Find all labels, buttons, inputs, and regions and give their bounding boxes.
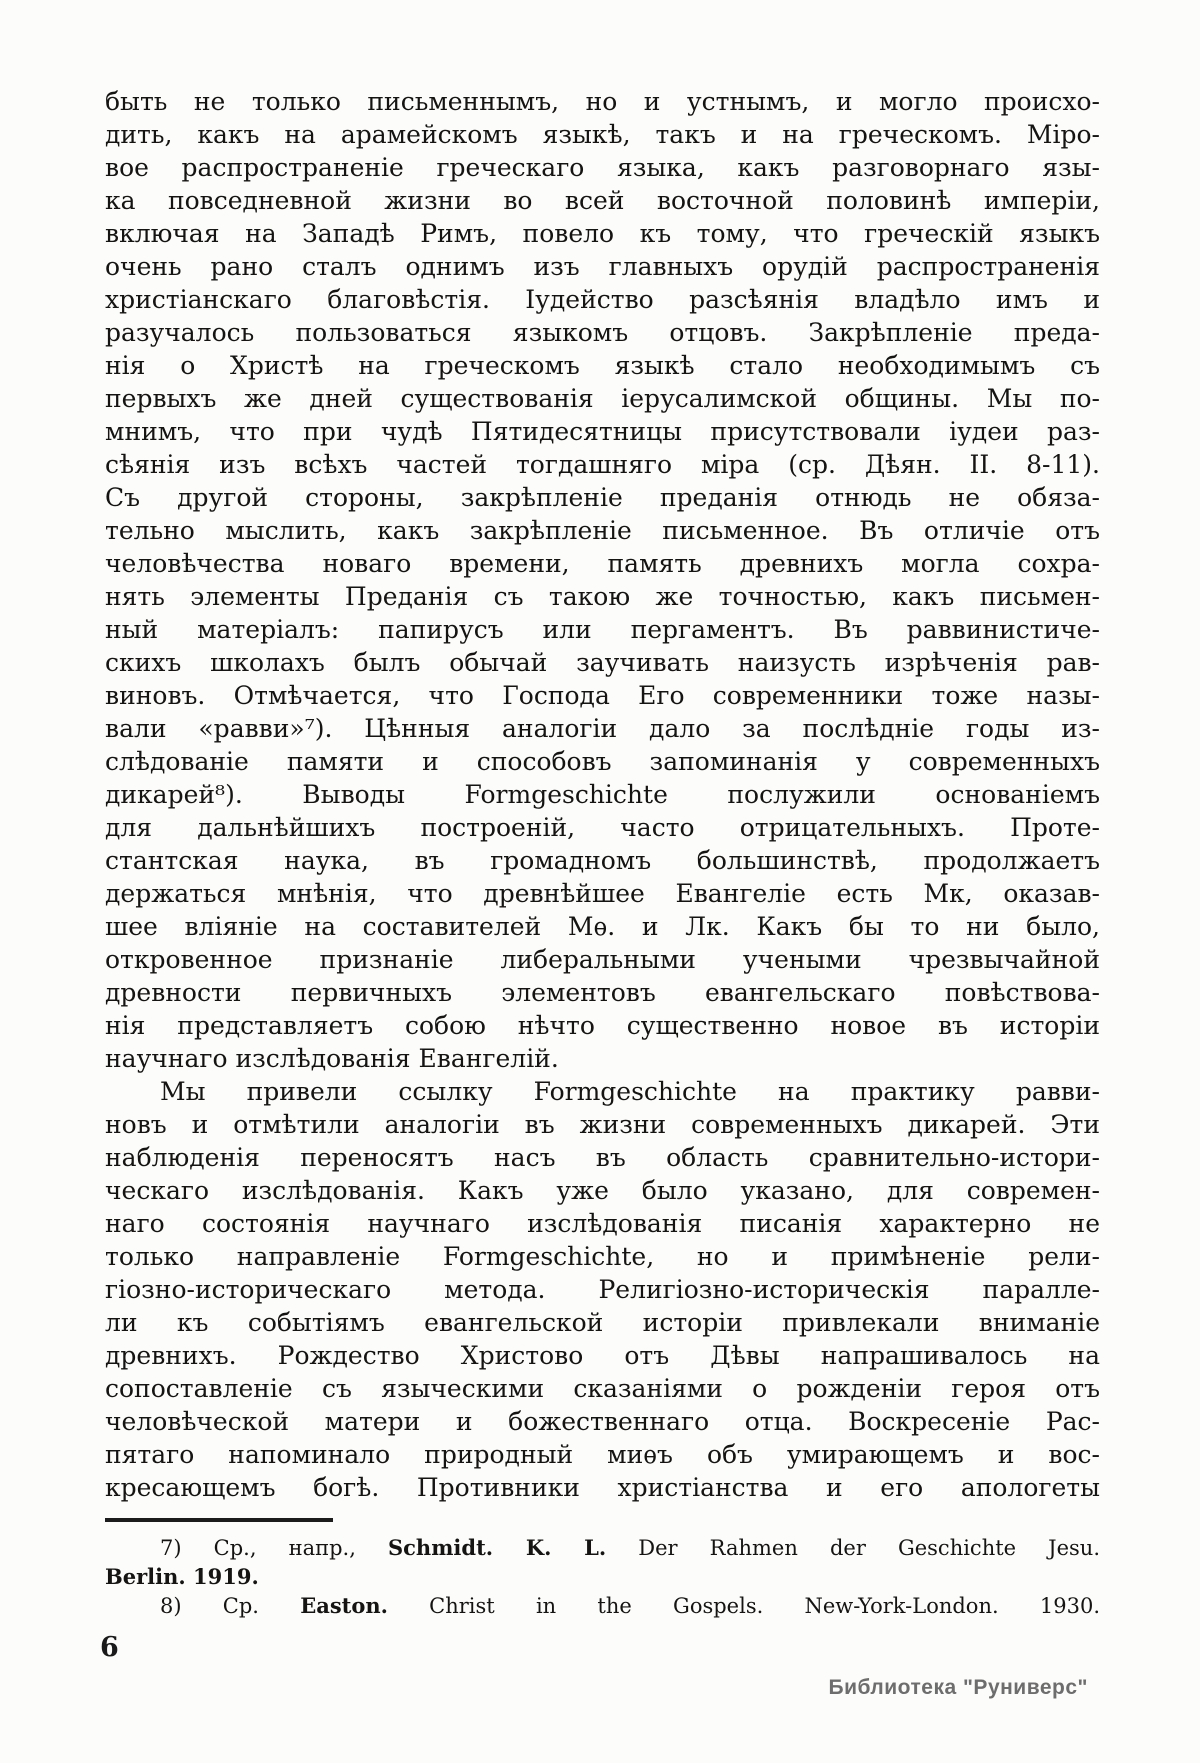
text-line: скихъ школахъ былъ обычай заучивать наизусть изрѣченія рав- xyxy=(105,648,1100,677)
text-line: пятаго напоминало природный миѳъ объ умирающемъ и вос- xyxy=(105,1440,1100,1469)
text-line: разучалось пользоваться языкомъ отцовъ. Закрѣпленіе преда- xyxy=(105,318,1100,347)
text-line: шее вліяніе на составителей Мѳ. и Лк. Какъ бы то ни было, xyxy=(105,912,1100,941)
text-line: для дальнѣйшихъ построеній, часто отрицательныхъ. Проте- xyxy=(105,813,1100,842)
text-line: только направленіе Formgeschichte, но и примѣненіе рели- xyxy=(105,1242,1100,1271)
text-line: мнимъ, что при чудѣ Пятидесятницы присутствовали іудеи раз- xyxy=(105,417,1100,446)
footnotes xyxy=(105,1533,1100,1620)
text-line: ный матеріалъ: папирусъ или пергаментъ. Въ раввинистиче- xyxy=(105,615,1100,644)
text-line: держаться мнѣнія, что древнѣйшее Евангеліе есть Мк, оказав- xyxy=(105,879,1100,908)
text-line: новъ и отмѣтили аналогіи въ жизни современныхъ дикарей. Эти xyxy=(105,1110,1100,1139)
text-line: наго состоянія научнаго изслѣдованія писанія характерно не xyxy=(105,1209,1100,1238)
footnote-text-segment: Christ in the Gospels. New-York-London. 1930. xyxy=(387,1594,1100,1618)
text-line: слѣдованіе памяти и способовъ запоминанія у современныхъ xyxy=(105,747,1100,776)
text-line: древнихъ. Рождество Христово отъ Дѣвы напрашивалось на xyxy=(105,1341,1100,1370)
footnote-text-segment: 7) Ср., напр., xyxy=(160,1536,388,1560)
text-line: сопоставленіе съ языческими сказаніями о рожденіи героя отъ xyxy=(105,1374,1100,1403)
watermark: Библиотека "Руниверс" xyxy=(828,1676,1088,1699)
text-line: вое распространеніе греческаго языка, какъ разговорнаго язы- xyxy=(105,153,1100,182)
text-line: наблюденія переносятъ насъ въ область сравнительно-истори- xyxy=(105,1143,1100,1172)
text-line: Съ другой стороны, закрѣпленіе преданія отнюдь не обяза- xyxy=(105,483,1100,512)
text-line: научнаго изслѣдованія Евангелій. xyxy=(105,1044,559,1073)
footnote-text-segment: Schmidt. K. L. xyxy=(387,1535,607,1560)
text-line: включая на Западѣ Римъ, повело къ тому, что греческій языкъ xyxy=(105,219,1100,248)
text-line: откровенное признаніе либеральными учеными чрезвычайной xyxy=(105,945,1100,974)
text-line: нія представляетъ собою нѣчто существенно новое въ исторіи xyxy=(105,1011,1100,1040)
footnote-text-segment: Der Rahmen der Geschichte Jesu. xyxy=(606,1536,1100,1560)
text-line: дикарей⁸). Выводы Formgeschichte послужили основаніемъ xyxy=(105,780,1100,809)
text-line: гіозно-историческаго метода. Религіозно-историческія паралле- xyxy=(105,1275,1100,1304)
text-line: христіанскаго благовѣстія. Іудейство разсѣянія владѣло имъ и xyxy=(105,285,1100,314)
text-line: древности первичныхъ элементовъ евангельскаго повѣствова- xyxy=(105,978,1100,1007)
text-line: очень рано сталъ однимъ изъ главныхъ орудій распространенія xyxy=(105,252,1100,281)
footnote-text-segment: Berlin. 1919. xyxy=(105,1564,259,1589)
text-line: быть не только письменнымъ, но и устнымъ, и могло происхо- xyxy=(105,87,1100,116)
footnote-line xyxy=(105,1591,1100,1620)
text-line: кресающемъ богѣ. Противники христіанства и его апологеты xyxy=(105,1473,1100,1502)
text-line: сѣянія изъ всѣхъ частей тогдашняго міра (ср. Дѣян. II. 8-11). xyxy=(105,450,1100,479)
footnote-text-segment: 8) Ср. xyxy=(160,1594,301,1618)
text-line: дить, какъ на арамейскомъ языкѣ, такъ и на греческомъ. Міро- xyxy=(105,120,1100,149)
footnote-separator xyxy=(105,1518,333,1522)
text-block xyxy=(105,85,1100,1504)
text-line: виновъ. Отмѣчается, что Господа Его современники тоже назы- xyxy=(105,681,1100,710)
footnote-text-segment: Easton. xyxy=(300,1593,388,1618)
text-line: ли къ событіямъ евангельской исторіи привлекали вниманіе xyxy=(105,1308,1100,1337)
text-line: нія о Христѣ на греческомъ языкѣ стало необходимымъ съ xyxy=(105,351,1100,380)
text-line: тельно мыслить, какъ закрѣпленіе письменное. Въ отличіе отъ xyxy=(105,516,1100,545)
footnote-line xyxy=(105,1533,1100,1562)
text-line: человѣчества новаго времени, память древнихъ могла сохра- xyxy=(105,549,1100,578)
text-line: ка повседневной жизни во всей восточной половинѣ имперіи, xyxy=(105,186,1100,215)
text-line: стантская наука, въ громадномъ большинствѣ, продолжаетъ xyxy=(105,846,1100,875)
text-line: ческаго изслѣдованія. Какъ уже было указано, для современ- xyxy=(105,1176,1100,1205)
text-line: вали «равви»⁷). Цѣнныя аналогіи дало за послѣдніе годы из- xyxy=(105,714,1100,743)
paragraph xyxy=(105,1075,1100,1504)
text-line: человѣческой матери и божественнаго отца. Воскресеніе Рас- xyxy=(105,1407,1100,1436)
text-line: Мы привели ссылку Formgeschichte на практику равви- xyxy=(160,1077,1100,1106)
paragraph xyxy=(105,85,1100,1075)
footnote-line xyxy=(105,1562,1100,1591)
text-line: первыхъ же дней существованія іерусалимской общины. Мы по- xyxy=(105,384,1100,413)
text-line: нять элементы Преданія съ такою же точностью, какъ письмен- xyxy=(105,582,1100,611)
page-number: 6 xyxy=(100,1632,119,1663)
